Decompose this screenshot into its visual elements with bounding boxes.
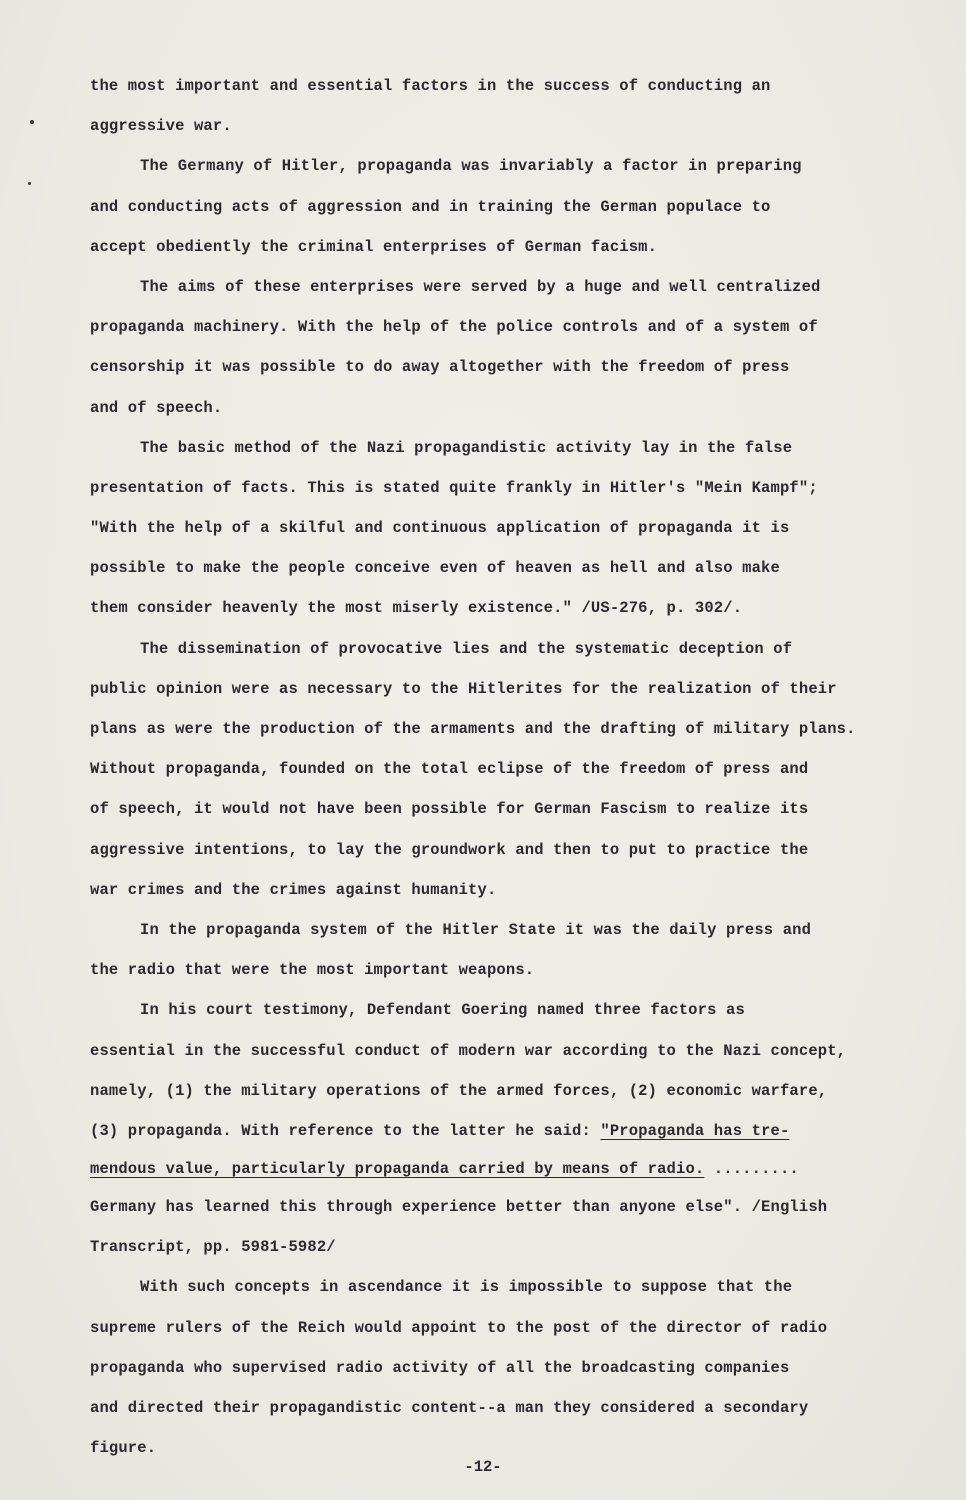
underlined-quote: mendous value, particularly propaganda carried by means of radio. — [90, 1160, 705, 1179]
text-segment: (3) propaganda. With reference to the latter he said: — [90, 1121, 601, 1140]
text-line: essential in the successful conduct of modern war according to the Nazi concept, — [90, 1041, 847, 1060]
text-line: and of speech. — [90, 398, 223, 417]
text-line: and directed their propagandistic content--a man they considered a secondary — [90, 1399, 809, 1417]
paragraph-start-line: In the propaganda system of the Hitler State it was the daily press and — [140, 920, 812, 939]
text-line — [90, 1111, 920, 1151]
text-line: plans as were the production of the armaments and the drafting of military plans. — [90, 720, 856, 738]
margin-speck — [28, 182, 31, 185]
text-line: namely, (1) the military operations of the armed forces, (2) economic warfare, — [90, 1081, 828, 1100]
margin-speck — [30, 120, 34, 124]
text-line: aggressive war. — [90, 117, 232, 136]
text-line: possible to make the people conceive even of heaven as hell and also make — [90, 559, 780, 578]
text-line: accept obediently the criminal enterprises of German facism. — [90, 237, 658, 256]
text-line: "With the help of a skilful and continuous application of propaganda it is — [90, 519, 790, 538]
text-line: Without propaganda, founded on the total eclipse of the freedom of press and — [90, 760, 809, 779]
text-line: propaganda who supervised radio activity of all the broadcasting companies — [90, 1358, 790, 1377]
paragraph-start-line: The Germany of Hitler, propaganda was invariably a factor in preparing — [140, 157, 802, 176]
page-number: -12- — [464, 1458, 502, 1476]
text-line: figure. — [90, 1439, 157, 1458]
text-line: aggressive intentions, to lay the groundwork and then to put to practice the — [90, 840, 809, 859]
text-line: Transcript, pp. 5981-5982/ — [90, 1238, 336, 1257]
text-line: and conducting acts of aggression and in training the German populace to — [90, 197, 771, 216]
text-line: war crimes and the crimes against humanity. — [90, 880, 497, 899]
paragraph-start-line: The dissemination of provocative lies and the systematic deception of — [140, 639, 793, 658]
text-line: the most important and essential factors in the success of conducting an — [90, 77, 771, 95]
text-line: them consider heavenly the most miserly existence." /US-276, p. 302/. — [90, 599, 743, 618]
paragraph-start-line: The basic method of the Nazi propagandistic activity lay in the false — [140, 438, 793, 457]
document-body — [90, 66, 920, 1468]
text-line: public opinion were as necessary to the Hitlerites for the realization of their — [90, 679, 837, 698]
paragraph-start-line: In his court testimony, Defendant Goering named three factors as — [140, 1001, 745, 1020]
text-line: censorship it was possible to do away altogether with the freedom of press — [90, 358, 790, 377]
text-line: of speech, it would not have been possible for German Fascism to realize its — [90, 800, 809, 819]
text-line: presentation of facts. This is stated quite frankly in Hitler's "Mein Kampf"; — [90, 478, 818, 497]
text-line — [90, 1151, 920, 1187]
text-line: Germany has learned this through experience better than anyone else". /English — [90, 1198, 828, 1217]
underlined-quote: "Propaganda has tre- — [600, 1121, 790, 1140]
text-line: the radio that were the most important weapons. — [90, 961, 535, 980]
text-line: propaganda machinery. With the help of the police controls and of a system of — [90, 318, 818, 337]
paragraph-start-line: With such concepts in ascendance it is impossible to suppose that the — [140, 1278, 793, 1297]
paragraph-start-line: The aims of these enterprises were served by a huge and well centralized — [140, 277, 821, 296]
text-line: supreme rulers of the Reich would appoint to the post of the director of radio — [90, 1318, 828, 1337]
ellipsis: ......... — [704, 1160, 799, 1179]
